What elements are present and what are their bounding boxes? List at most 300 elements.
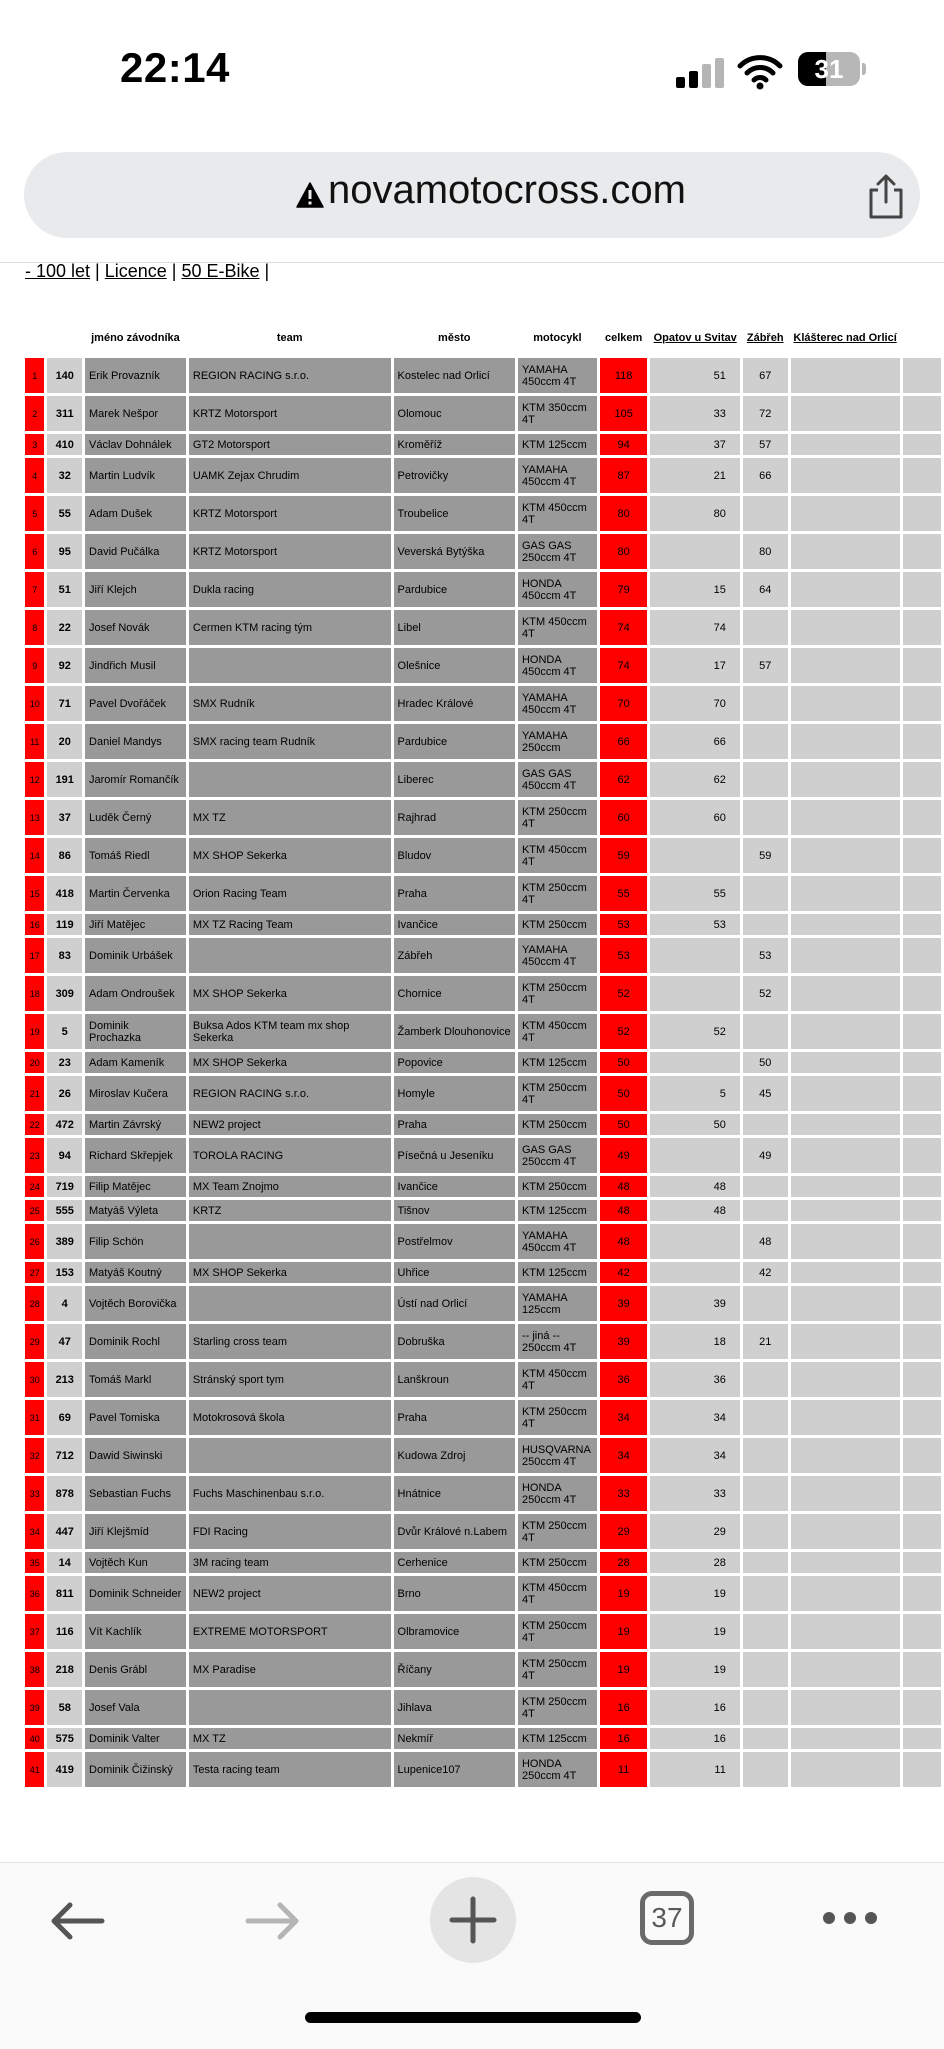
total-points-cell: 53 (600, 938, 648, 973)
city-cell: Tišnov (394, 1200, 515, 1221)
header-race-opatov[interactable]: Opatov u Svitav (653, 331, 737, 344)
city-cell: Liberec (394, 762, 515, 797)
team-cell: TOROLA RACING (189, 1138, 391, 1173)
race-klasterec-points-cell (791, 458, 900, 493)
rider-name-cell: Erik Provazník (85, 358, 186, 393)
results-table-container[interactable] (25, 320, 944, 1860)
bike-cell: KTM 125ccm (518, 1728, 597, 1749)
race-next-points-cell (903, 1286, 941, 1321)
rank-cell: 24 (25, 1176, 44, 1197)
bike-cell: KTM 450ccm 4T (518, 838, 597, 873)
race-zabreh-points-cell (743, 1576, 788, 1611)
table-row (25, 1200, 941, 1221)
header-bike: motocykl (533, 331, 582, 344)
rank-cell: 8 (25, 610, 44, 645)
header-race-klasterec[interactable]: Klášterec nad Orlicí (793, 331, 897, 344)
race-klasterec-points-cell (791, 1224, 900, 1259)
rider-name-cell: Marek Nešpor (85, 396, 186, 431)
start-number-cell: 119 (47, 914, 82, 935)
table-row (25, 458, 941, 493)
rider-name-cell: Jindřich Musil (85, 648, 186, 683)
city-cell: Libel (394, 610, 515, 645)
rider-name-cell: Filip Schön (85, 1224, 186, 1259)
race-zabreh-points-cell (743, 1752, 788, 1787)
table-row (25, 1076, 941, 1111)
race-opatov-points-cell: 66 (650, 724, 739, 759)
team-cell: MX TZ (189, 800, 391, 835)
rank-cell: 1 (25, 358, 44, 393)
race-opatov-points-cell: 80 (650, 496, 739, 531)
race-zabreh-points-cell (743, 1176, 788, 1197)
race-zabreh-points-cell (743, 610, 788, 645)
race-zabreh-points-cell (743, 1014, 788, 1049)
race-klasterec-points-cell (791, 1114, 900, 1135)
clock: 22:14 (120, 44, 230, 91)
race-opatov-points-cell: 15 (650, 572, 739, 607)
race-zabreh-points-cell (743, 1552, 788, 1573)
table-row (25, 1176, 941, 1197)
race-opatov-points-cell: 11 (650, 1752, 739, 1787)
team-cell: GT2 Motorsport (189, 434, 391, 455)
race-klasterec-points-cell (791, 976, 900, 1011)
total-points-cell: 36 (600, 1362, 648, 1397)
race-opatov-points-cell (650, 1138, 739, 1173)
race-opatov-points-cell: 16 (650, 1728, 739, 1749)
total-points-cell: 34 (600, 1438, 648, 1473)
rank-cell: 6 (25, 534, 44, 569)
rider-name-cell: Sebastian Fuchs (85, 1476, 186, 1511)
race-opatov-points-cell: 37 (650, 434, 739, 455)
start-number-cell: 575 (47, 1728, 82, 1749)
bike-cell: KTM 250ccm 4T (518, 1652, 597, 1687)
race-zabreh-points-cell (743, 876, 788, 911)
link-licence[interactable]: Licence (104, 261, 167, 281)
race-opatov-points-cell: 48 (650, 1200, 739, 1221)
team-cell: MX SHOP Sekerka (189, 976, 391, 1011)
total-points-cell: 52 (600, 976, 648, 1011)
race-opatov-points-cell: 16 (650, 1690, 739, 1725)
start-number-cell: 140 (47, 358, 82, 393)
table-row (25, 1690, 941, 1725)
total-points-cell: 49 (600, 1138, 648, 1173)
team-cell: Stránský sport tym (189, 1362, 391, 1397)
link-100-let[interactable]: - 100 let (25, 261, 91, 281)
race-opatov-points-cell: 19 (650, 1652, 739, 1687)
race-opatov-points-cell: 74 (650, 610, 739, 645)
race-opatov-points-cell (650, 1262, 739, 1283)
start-number-cell: 719 (47, 1176, 82, 1197)
city-cell: Kostelec nad Orlicí (394, 358, 515, 393)
start-number-cell: 419 (47, 1752, 82, 1787)
city-cell: Dvůr Králové n.Labem (394, 1514, 515, 1549)
race-opatov-points-cell: 55 (650, 876, 739, 911)
team-cell (189, 1438, 391, 1473)
total-points-cell: 11 (600, 1752, 648, 1787)
bike-cell: -- jiná -- 250ccm 4T (518, 1324, 597, 1359)
city-cell: Praha (394, 1114, 515, 1135)
bike-cell: YAMAHA 450ccm 4T (518, 938, 597, 973)
total-points-cell: 48 (600, 1200, 648, 1221)
total-points-cell: 50 (600, 1114, 648, 1135)
bike-cell: HONDA 450ccm 4T (518, 648, 597, 683)
race-next-points-cell (903, 572, 941, 607)
race-opatov-points-cell: 21 (650, 458, 739, 493)
rank-cell: 22 (25, 1114, 44, 1135)
race-zabreh-points-cell (743, 1400, 788, 1435)
city-cell: Petrovičky (394, 458, 515, 493)
table-row (25, 724, 941, 759)
city-cell: Praha (394, 876, 515, 911)
bike-cell: HONDA 250ccm 4T (518, 1752, 597, 1787)
team-cell: 3M racing team (189, 1552, 391, 1573)
browser-toolbar (0, 1862, 944, 2049)
city-cell: Písečná u Jeseníku (394, 1138, 515, 1173)
total-points-cell: 62 (600, 762, 648, 797)
bike-cell: KTM 450ccm 4T (518, 496, 597, 531)
table-row (25, 1400, 941, 1435)
rider-name-cell: Martin Závrský (85, 1114, 186, 1135)
total-points-cell: 60 (600, 800, 648, 835)
team-cell: SMX racing team Rudník (189, 724, 391, 759)
team-cell: SMX Rudník (189, 686, 391, 721)
city-cell: Praha (394, 1400, 515, 1435)
rider-name-cell: Dominik Valter (85, 1728, 186, 1749)
race-klasterec-points-cell (791, 358, 900, 393)
race-next-points-cell (903, 976, 941, 1011)
race-klasterec-points-cell (791, 496, 900, 531)
race-klasterec-points-cell (791, 396, 900, 431)
team-cell: FDI Racing (189, 1514, 391, 1549)
rank-cell: 41 (25, 1752, 44, 1787)
rider-name-cell: Dominik Schneider (85, 1576, 186, 1611)
bike-cell: KTM 250ccm 4T (518, 1614, 597, 1649)
start-number-cell: 218 (47, 1652, 82, 1687)
total-points-cell: 74 (600, 610, 648, 645)
team-cell: Starling cross team (189, 1324, 391, 1359)
team-cell: Testa racing team (189, 1752, 391, 1787)
total-points-cell: 80 (600, 534, 648, 569)
race-zabreh-points-cell (743, 1728, 788, 1749)
race-zabreh-points-cell: 49 (743, 1138, 788, 1173)
race-opatov-points-cell: 28 (650, 1552, 739, 1573)
total-points-cell: 16 (600, 1690, 648, 1725)
team-cell: NEW2 project (189, 1114, 391, 1135)
race-opatov-points-cell: 5 (650, 1076, 739, 1111)
start-number-cell: 418 (47, 876, 82, 911)
table-row (25, 800, 941, 835)
total-points-cell: 39 (600, 1286, 648, 1321)
rank-cell: 26 (25, 1224, 44, 1259)
start-number-cell: 94 (47, 1138, 82, 1173)
battery-icon (798, 52, 860, 86)
race-next-points-cell (903, 1752, 941, 1787)
total-points-cell: 52 (600, 1014, 648, 1049)
race-zabreh-points-cell (743, 1438, 788, 1473)
total-points-cell: 50 (600, 1076, 648, 1111)
bike-cell: KTM 250ccm 4T (518, 1400, 597, 1435)
race-zabreh-points-cell: 67 (743, 358, 788, 393)
tabs-button[interactable]: 37 (640, 1891, 694, 1945)
start-number-cell: 86 (47, 838, 82, 873)
rider-name-cell: Václav Dohnálek (85, 434, 186, 455)
rider-name-cell: Vojtěch Borovička (85, 1286, 186, 1321)
results-table (25, 320, 944, 1790)
race-next-points-cell (903, 1690, 941, 1725)
city-cell: Olbramovice (394, 1614, 515, 1649)
total-points-cell: 19 (600, 1576, 648, 1611)
table-row (25, 396, 941, 431)
race-klasterec-points-cell (791, 1614, 900, 1649)
bike-cell: YAMAHA 125ccm (518, 1286, 597, 1321)
bike-cell: YAMAHA 450ccm 4T (518, 686, 597, 721)
team-cell: REGION RACING s.r.o. (189, 1076, 391, 1111)
race-opatov-points-cell: 17 (650, 648, 739, 683)
header-total: celkem (604, 331, 643, 344)
city-cell: Lanškroun (394, 1362, 515, 1397)
rider-name-cell: Matyáš Koutný (85, 1262, 186, 1283)
team-cell: KRTZ Motorsport (189, 534, 391, 569)
bike-cell: KTM 250ccm (518, 1114, 597, 1135)
race-opatov-points-cell: 33 (650, 396, 739, 431)
race-next-points-cell (903, 1114, 941, 1135)
team-cell: KRTZ (189, 1200, 391, 1221)
rider-name-cell: Adam Kameník (85, 1052, 186, 1073)
race-klasterec-points-cell (791, 762, 900, 797)
start-number-cell: 712 (47, 1438, 82, 1473)
race-next-points-cell (903, 358, 941, 393)
start-number-cell: 447 (47, 1514, 82, 1549)
race-klasterec-points-cell (791, 1514, 900, 1549)
start-number-cell: 83 (47, 938, 82, 973)
city-cell: Zábřeh (394, 938, 515, 973)
race-next-points-cell (903, 938, 941, 973)
rider-name-cell: David Pučálka (85, 534, 186, 569)
rank-cell: 35 (25, 1552, 44, 1573)
new-tab-button[interactable] (430, 1877, 516, 1963)
header-team: team (276, 331, 303, 344)
rank-cell: 16 (25, 914, 44, 935)
race-klasterec-points-cell (791, 1438, 900, 1473)
total-points-cell: 29 (600, 1514, 648, 1549)
total-points-cell: 33 (600, 1476, 648, 1511)
race-klasterec-points-cell (791, 1752, 900, 1787)
city-cell: Homyle (394, 1076, 515, 1111)
rank-cell: 40 (25, 1728, 44, 1749)
more-icon[interactable] (822, 1911, 878, 1925)
race-klasterec-points-cell (791, 610, 900, 645)
start-number-cell: 311 (47, 396, 82, 431)
race-klasterec-points-cell (791, 572, 900, 607)
team-cell: MX Team Znojmo (189, 1176, 391, 1197)
race-opatov-points-cell: 36 (650, 1362, 739, 1397)
race-klasterec-points-cell (791, 914, 900, 935)
header-race-zabreh[interactable]: Zábřeh (746, 331, 784, 344)
rider-name-cell: Dominik Rochl (85, 1324, 186, 1359)
race-opatov-points-cell: 39 (650, 1286, 739, 1321)
rank-cell: 34 (25, 1514, 44, 1549)
rider-name-cell: Jiří Klejch (85, 572, 186, 607)
table-row (25, 938, 941, 973)
rank-cell: 21 (25, 1076, 44, 1111)
table-row (25, 1552, 941, 1573)
race-klasterec-points-cell (791, 1476, 900, 1511)
warning-icon (296, 182, 324, 208)
city-cell: Pardubice (394, 572, 515, 607)
race-next-points-cell (903, 1552, 941, 1573)
total-points-cell: 28 (600, 1552, 648, 1573)
share-icon[interactable] (864, 174, 908, 220)
bike-cell: KTM 250ccm (518, 1552, 597, 1573)
race-next-points-cell (903, 1614, 941, 1649)
start-number-cell: 23 (47, 1052, 82, 1073)
city-cell: Hnátnice (394, 1476, 515, 1511)
home-indicator (305, 2012, 641, 2023)
rank-cell: 4 (25, 458, 44, 493)
city-cell: Rajhrad (394, 800, 515, 835)
race-next-points-cell (903, 434, 941, 455)
table-row (25, 1014, 941, 1049)
start-number-cell: 153 (47, 1262, 82, 1283)
race-klasterec-points-cell (791, 434, 900, 455)
city-cell: Ivančice (394, 1176, 515, 1197)
rank-cell: 31 (25, 1400, 44, 1435)
rank-cell: 17 (25, 938, 44, 973)
rider-name-cell: Dawid Siwinski (85, 1438, 186, 1473)
rank-cell: 30 (25, 1362, 44, 1397)
race-zabreh-points-cell: 42 (743, 1262, 788, 1283)
city-cell: Troubelice (394, 496, 515, 531)
race-klasterec-points-cell (791, 938, 900, 973)
race-opatov-points-cell (650, 838, 739, 873)
race-opatov-points-cell (650, 1052, 739, 1073)
race-klasterec-points-cell (791, 1400, 900, 1435)
total-points-cell: 79 (600, 572, 648, 607)
rider-name-cell: Luděk Černý (85, 800, 186, 835)
total-points-cell: 94 (600, 434, 648, 455)
city-cell: Veverská Bytýška (394, 534, 515, 569)
table-row (25, 534, 941, 569)
race-next-points-cell (903, 1576, 941, 1611)
wifi-icon (736, 52, 784, 90)
bike-cell: KTM 125ccm (518, 434, 597, 455)
table-row (25, 838, 941, 873)
header-city: město (438, 331, 471, 344)
start-number-cell: 309 (47, 976, 82, 1011)
total-points-cell: 118 (600, 358, 648, 393)
race-opatov-points-cell: 62 (650, 762, 739, 797)
race-zabreh-points-cell (743, 762, 788, 797)
rank-cell: 23 (25, 1138, 44, 1173)
race-next-points-cell (903, 1224, 941, 1259)
rank-cell: 10 (25, 686, 44, 721)
team-cell (189, 762, 391, 797)
race-zabreh-points-cell: 52 (743, 976, 788, 1011)
city-cell: Uhřice (394, 1262, 515, 1283)
start-number-cell: 4 (47, 1286, 82, 1321)
back-arrow-icon[interactable] (48, 1901, 106, 1941)
forward-arrow-icon[interactable] (244, 1901, 302, 1941)
race-opatov-points-cell: 53 (650, 914, 739, 935)
header-race-next (903, 320, 941, 355)
rider-name-cell: Pavel Dvořáček (85, 686, 186, 721)
race-klasterec-points-cell (791, 1014, 900, 1049)
race-zabreh-points-cell: 57 (743, 434, 788, 455)
start-number-cell: 811 (47, 1576, 82, 1611)
race-klasterec-points-cell (791, 1324, 900, 1359)
bike-cell: KTM 125ccm (518, 1262, 597, 1283)
race-next-points-cell (903, 396, 941, 431)
bike-cell: YAMAHA 450ccm 4T (518, 458, 597, 493)
race-next-points-cell (903, 1076, 941, 1111)
race-klasterec-points-cell (791, 1690, 900, 1725)
rider-name-cell: Jiří Matějec (85, 914, 186, 935)
rider-name-cell: Adam Ondroušek (85, 976, 186, 1011)
race-next-points-cell (903, 1052, 941, 1073)
rank-cell: 13 (25, 800, 44, 835)
table-row (25, 1576, 941, 1611)
team-cell: Fuchs Maschinenbau s.r.o. (189, 1476, 391, 1511)
link-50-e-bike[interactable]: 50 E-Bike (181, 261, 260, 281)
bike-cell: KTM 450ccm 4T (518, 1362, 597, 1397)
bike-cell: KTM 250ccm 4T (518, 876, 597, 911)
cellular-signal-icon (676, 58, 726, 88)
table-row (25, 358, 941, 393)
team-cell (189, 648, 391, 683)
rider-name-cell: Tomáš Markl (85, 1362, 186, 1397)
total-points-cell: 42 (600, 1262, 648, 1283)
rank-cell: 20 (25, 1052, 44, 1073)
bike-cell: KTM 450ccm 4T (518, 1014, 597, 1049)
race-next-points-cell (903, 1514, 941, 1549)
race-opatov-points-cell: 18 (650, 1324, 739, 1359)
race-zabreh-points-cell (743, 724, 788, 759)
bike-cell: KTM 250ccm 4T (518, 976, 597, 1011)
table-row (25, 1138, 941, 1173)
rider-name-cell: Tomáš Riedl (85, 838, 186, 873)
race-klasterec-points-cell (791, 1200, 900, 1221)
city-cell: Říčany (394, 1652, 515, 1687)
rank-cell: 5 (25, 496, 44, 531)
start-number-cell: 37 (47, 800, 82, 835)
race-klasterec-points-cell (791, 1176, 900, 1197)
race-next-points-cell (903, 1728, 941, 1749)
bike-cell: YAMAHA 450ccm 4T (518, 358, 597, 393)
city-cell: Ústí nad Orlicí (394, 1286, 515, 1321)
team-cell: NEW2 project (189, 1576, 391, 1611)
table-header (25, 320, 941, 355)
team-cell: Orion Racing Team (189, 876, 391, 911)
race-zabreh-points-cell (743, 1476, 788, 1511)
header-name: jméno závodníka (91, 331, 180, 344)
team-cell (189, 938, 391, 973)
start-number-cell: 92 (47, 648, 82, 683)
team-cell: MX SHOP Sekerka (189, 1262, 391, 1283)
rider-name-cell: Adam Dušek (85, 496, 186, 531)
rank-cell: 33 (25, 1476, 44, 1511)
race-zabreh-points-cell: 59 (743, 838, 788, 873)
race-klasterec-points-cell (791, 1076, 900, 1111)
race-next-points-cell (903, 1438, 941, 1473)
bike-cell: KTM 450ccm 4T (518, 1576, 597, 1611)
bike-cell: GAS GAS 450ccm 4T (518, 762, 597, 797)
race-opatov-points-cell: 52 (650, 1014, 739, 1049)
table-row (25, 1438, 941, 1473)
bike-cell: KTM 125ccm (518, 1200, 597, 1221)
table-row (25, 572, 941, 607)
address-bar[interactable] (24, 152, 920, 238)
race-next-points-cell (903, 534, 941, 569)
team-cell (189, 1286, 391, 1321)
